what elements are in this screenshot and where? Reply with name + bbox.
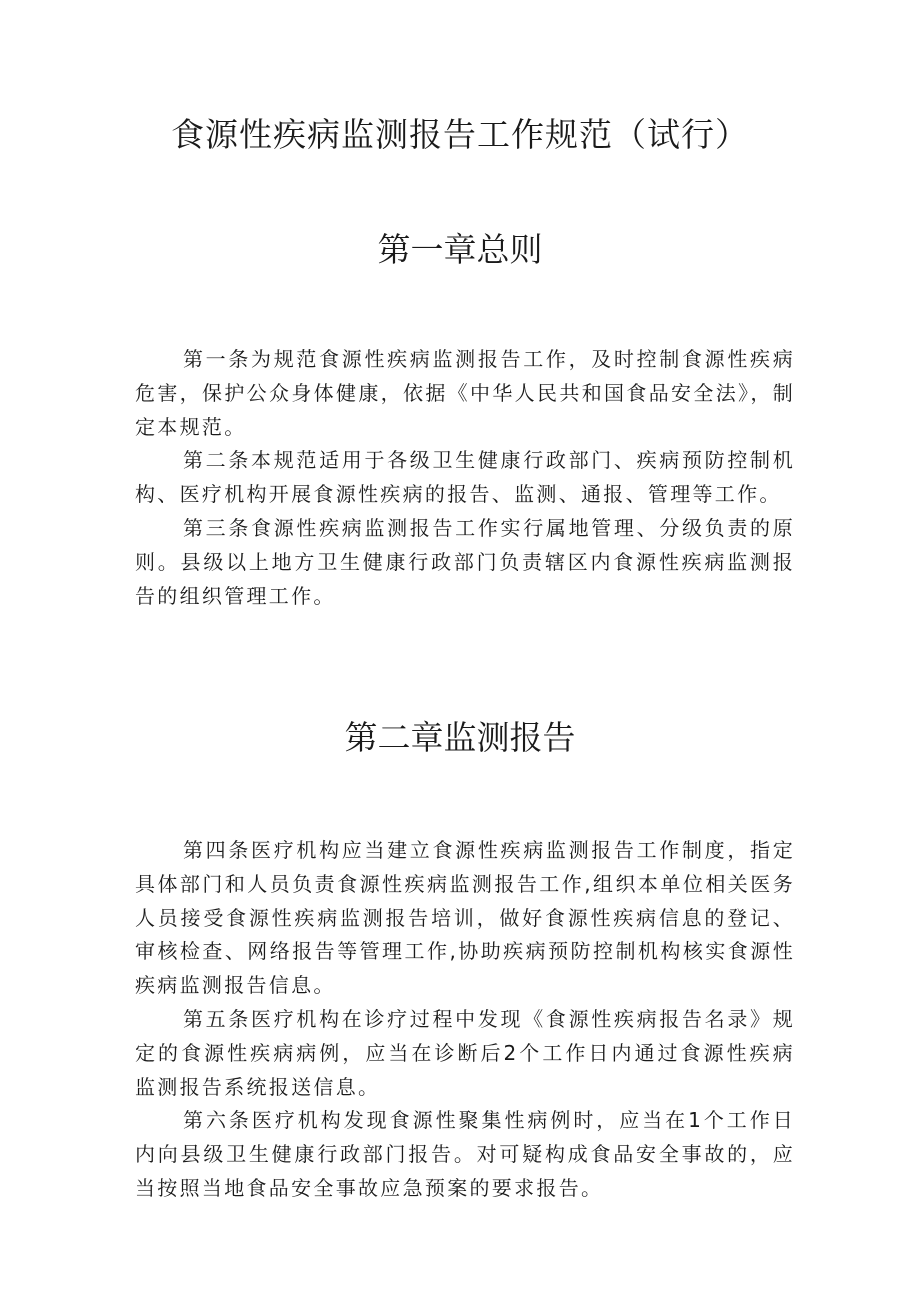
article-5: 第五条医疗机构在诊疗过程中发现《食源性疾病报告名录》规定的食源性疾病病例，应当在诊断后2个工作日内通过食源性疾病监测报告系统报送信息。 (135, 1006, 795, 1099)
article-1: 第一条为规范食源性疾病监测报告工作，及时控制食源性疾病危害，保护公众身体健康，依据《中华人民共和国食品安全法》，制定本规范。 (135, 347, 795, 439)
chapter-1-body (135, 343, 795, 613)
chapter-1-heading: 第一章总则 (377, 230, 543, 269)
article-4: 第四条医疗机构应当建立食源性疾病监测报告工作制度，指定具体部门和人员负责食源性疾病监测报告工作,组织本单位相关医务人员接受食源性疾病监测报告培训，做好食源性疾病信息的登记、审核检查、网络报告等管理工作,协助疾病预防控制机构核实食源性疾病监测报告信息。 (135, 838, 795, 998)
document-title: 食源性疾病监测报告工作规范（试行） (171, 115, 749, 154)
article-2: 第二条本规范适用于各级卫生健康行政部门、疾病预防控制机构、医疗机构开展食源性疾病的报告、监测、通报、管理等工作。 (135, 448, 795, 507)
chapter-2-heading: 第二章监测报告 (344, 718, 576, 757)
chapter-2-body (135, 834, 795, 1206)
article-3: 第三条食源性疾病监测报告工作实行属地管理、分级负责的原则。县级以上地方卫生健康行政部门负责辖区内食源性疾病监测报告的组织管理工作。 (135, 515, 795, 608)
article-6: 第六条医疗机构发现食源性聚集性病例时，应当在1个工作日内向县级卫生健康行政部门报告。对可疑构成食品安全事故的，应当按照当地食品安全事故应急预案的要求报告。 (135, 1108, 795, 1200)
